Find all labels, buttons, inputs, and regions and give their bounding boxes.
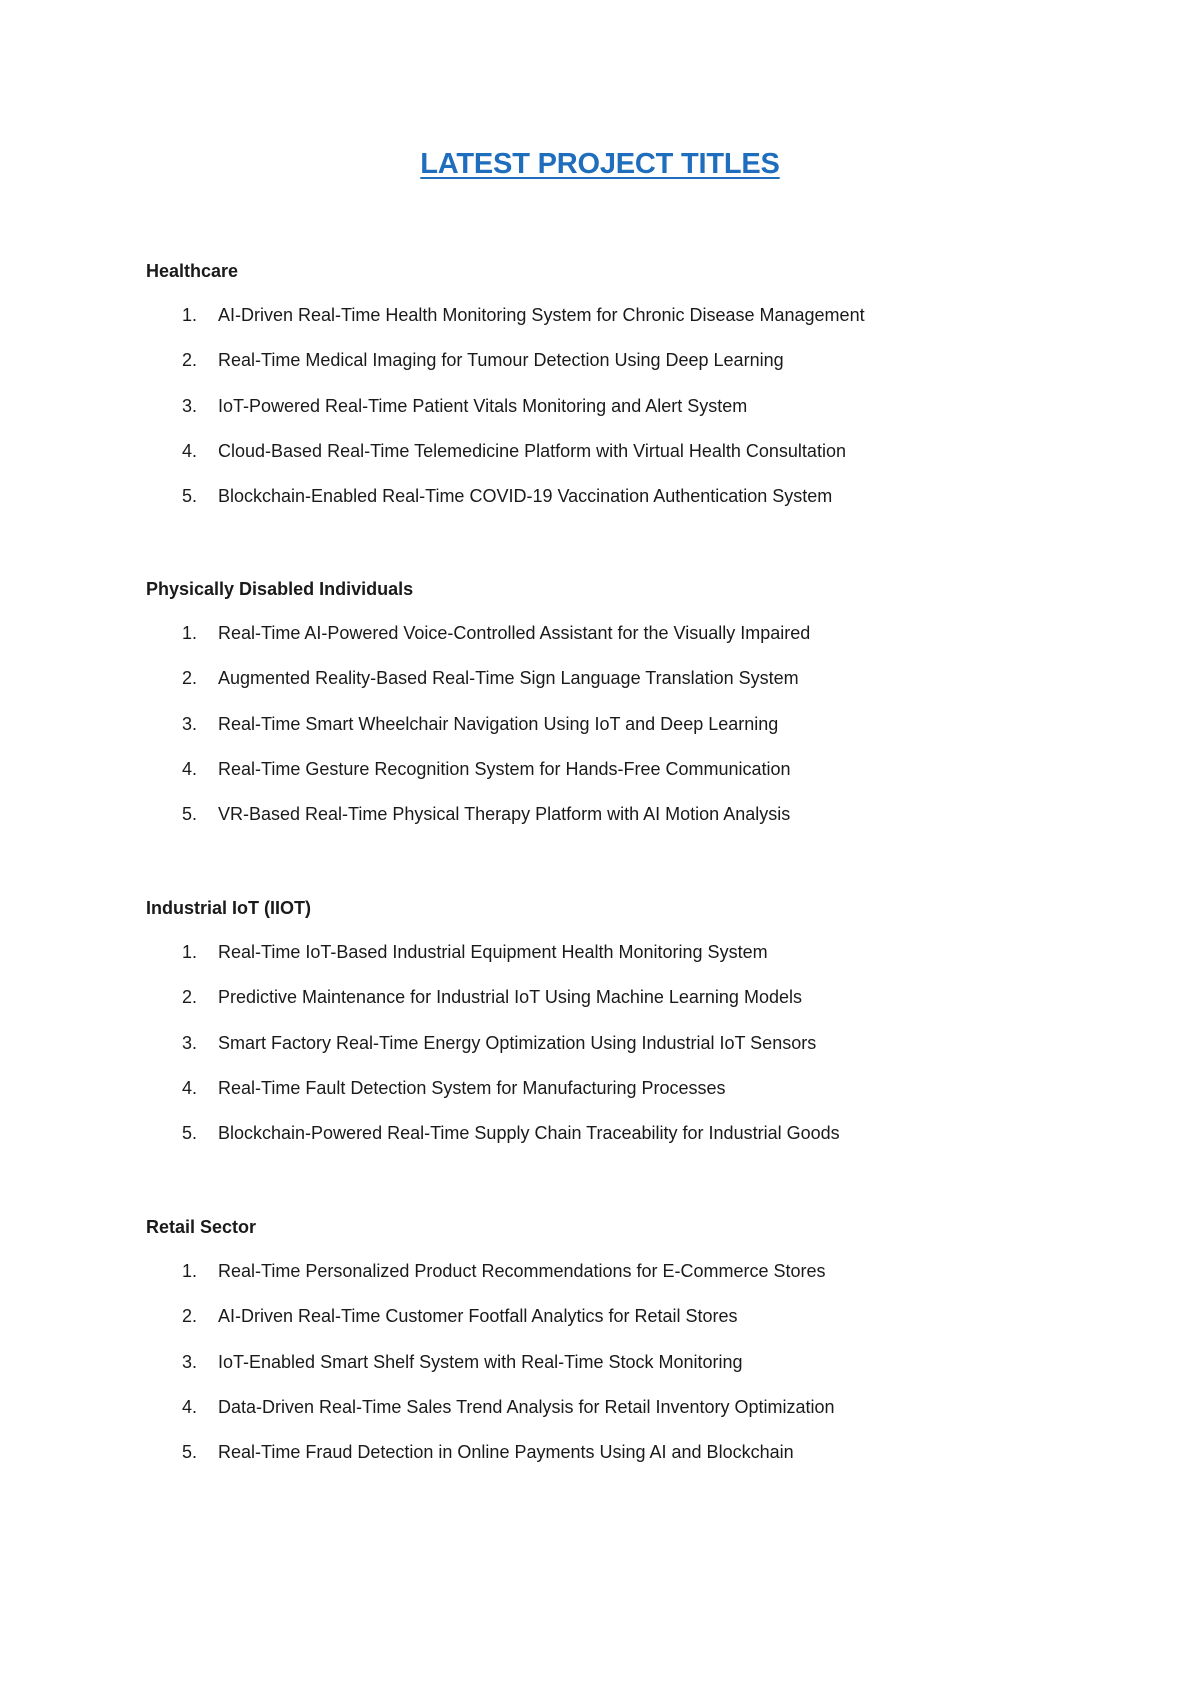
item-text: Data-Driven Real-Time Sales Trend Analysis for Retail Inventory Optimization <box>218 1396 835 1417</box>
item-text: Real-Time Fault Detection System for Manufacturing Processes <box>218 1077 726 1098</box>
list-item <box>146 1031 1146 1055</box>
item-number: 4. <box>182 1396 198 1417</box>
item-text: IoT-Powered Real-Time Patient Vitals Monitoring and Alert System <box>218 395 748 416</box>
item-number: 5. <box>182 486 198 507</box>
list-item <box>146 621 1146 645</box>
item-number: 1. <box>182 942 198 962</box>
list-item <box>146 1350 1146 1374</box>
project-list <box>146 621 1146 826</box>
project-list <box>146 1259 1146 1464</box>
item-text: AI-Driven Real-Time Customer Footfall Analytics for Retail Stores <box>218 1306 738 1327</box>
item-number: 3. <box>182 713 198 734</box>
project-list <box>146 940 1146 1145</box>
list-item <box>146 1304 1146 1328</box>
list-item <box>146 1076 1146 1100</box>
list-item <box>146 484 1146 508</box>
item-text: Cloud-Based Real-Time Telemedicine Platform with Virtual Health Consultation <box>218 440 846 461</box>
list-item <box>146 1395 1146 1419</box>
item-text: Real-Time IoT-Based Industrial Equipment Health Monitoring System <box>218 942 768 962</box>
list-item <box>146 348 1146 372</box>
list-item <box>146 757 1146 781</box>
item-number: 3. <box>182 1032 198 1053</box>
list-item <box>146 802 1146 826</box>
item-text: Real-Time Smart Wheelchair Navigation Using IoT and Deep Learning <box>218 713 779 734</box>
item-number: 4. <box>182 1077 198 1098</box>
item-text: Real-Time Medical Imaging for Tumour Detection Using Deep Learning <box>218 350 784 371</box>
item-text: Real-Time Fraud Detection in Online Payments Using AI and Blockchain <box>218 1442 794 1463</box>
item-number: 2. <box>182 350 198 371</box>
item-number: 5. <box>182 1123 198 1144</box>
item-text: AI-Driven Real-Time Health Monitoring System for Chronic Disease Management <box>218 305 865 325</box>
item-text: Predictive Maintenance for Industrial IoT Using Machine Learning Models <box>218 987 802 1008</box>
item-number: 5. <box>182 804 198 825</box>
item-text: IoT-Enabled Smart Shelf System with Real-Time Stock Monitoring <box>218 1351 743 1372</box>
project-list <box>146 303 1146 508</box>
item-number: 1. <box>182 623 198 643</box>
item-number: 4. <box>182 758 198 779</box>
section-heading: Physically Disabled Individuals <box>146 579 414 599</box>
section-industrial-iot <box>146 896 1146 1145</box>
item-text: Augmented Reality-Based Real-Time Sign Language Translation System <box>218 668 799 689</box>
section-healthcare <box>146 259 1146 508</box>
list-item <box>146 394 1146 418</box>
section-heading: Healthcare <box>146 261 239 281</box>
list-item <box>146 1259 1146 1283</box>
list-item <box>146 712 1146 736</box>
item-number: 3. <box>182 395 198 416</box>
item-text: Smart Factory Real-Time Energy Optimization Using Industrial IoT Sensors <box>218 1032 817 1053</box>
item-text: Real-Time AI-Powered Voice-Controlled Assistant for the Visually Impaired <box>218 623 811 643</box>
list-item <box>146 1121 1146 1145</box>
list-item <box>146 985 1146 1009</box>
item-number: 5. <box>182 1442 198 1463</box>
document-title: LATEST PROJECT TITLES <box>420 148 780 180</box>
item-number: 3. <box>182 1351 198 1372</box>
item-number: 1. <box>182 305 198 325</box>
list-item <box>146 666 1146 690</box>
item-text: VR-Based Real-Time Physical Therapy Platform with AI Motion Analysis <box>218 804 791 825</box>
section-heading: Retail Sector <box>146 1217 257 1237</box>
item-number: 1. <box>182 1261 198 1281</box>
section-physically-disabled <box>146 577 1146 826</box>
item-number: 2. <box>182 1306 198 1327</box>
item-text: Real-Time Gesture Recognition System for Hands-Free Communication <box>218 758 791 779</box>
item-number: 2. <box>182 668 198 689</box>
list-item <box>146 439 1146 463</box>
list-item <box>146 1440 1146 1464</box>
section-retail <box>146 1215 1146 1464</box>
item-text: Real-Time Personalized Product Recommendations for E-Commerce Stores <box>218 1261 826 1281</box>
section-heading: Industrial IoT (IIOT) <box>146 898 311 918</box>
list-item <box>146 303 1146 327</box>
item-number: 2. <box>182 987 198 1008</box>
item-text: Blockchain-Enabled Real-Time COVID-19 Vaccination Authentication System <box>218 486 833 507</box>
item-text: Blockchain-Powered Real-Time Supply Chain Traceability for Industrial Goods <box>218 1123 840 1144</box>
list-item <box>146 940 1146 964</box>
item-number: 4. <box>182 440 198 461</box>
